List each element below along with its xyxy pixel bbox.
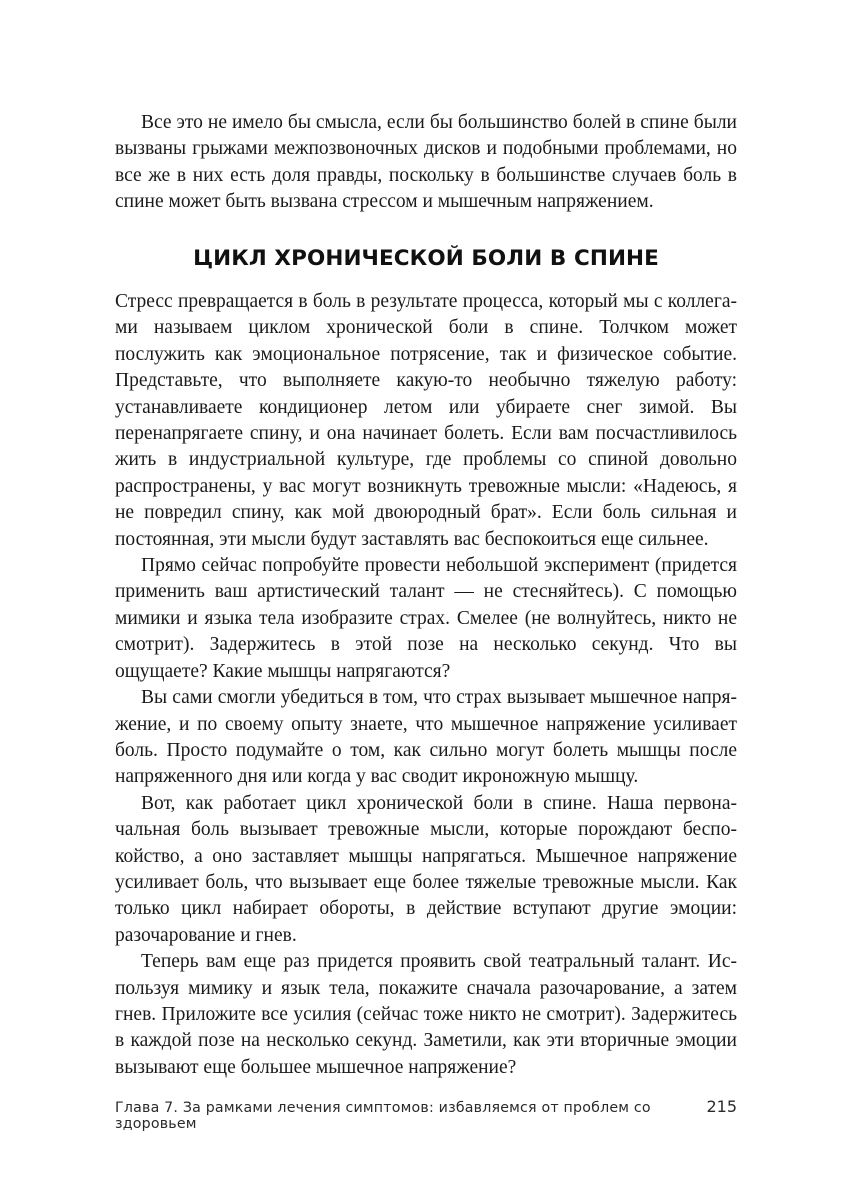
paragraph: Вы сами смогли убедиться в том, что страх вызывает мышечное напряжение, и по своему опыту знаете, что мышечное напряжение усиливает боль. Просто подумайте о том, как сильно могут болеть мышцы после напряженного дня или когда у вас сводит икроножную мышцу. (115, 687, 737, 788)
paragraph: Теперь вам еще раз придется проявить свой театральный талант. Используя мимику и язык тела, покажите сначала разочарование, а затем гнев. Приложите все усилия (сейчас тоже никто не смотрит). Задержитесь в каждой позе на несколько секунд. Заметили, как эти вторичные эмоции вызывают еще большее мышечное напряжение? (115, 951, 737, 1078)
paragraph: Прямо сейчас попробуйте провести небольшой эксперимент (придется применить ваш артистический талант — не стесняйтесь). С помощью мимики и языка тела изобразите страх. Смелее (не волнуйтесь, никто не смотрит). Задержитесь в этой позе на несколько секунд. Что вы ощущаете? Какие мышцы напрягаются? (115, 555, 737, 682)
paragraph: Вот, как работает цикл хронической боли в спине. Наша первоначальная боль вызывает тревожные мысли, которые порождают беспокойство, а оно заставляет мышцы напрягаться. Мышечное напряжение усиливает боль, что вызывает еще более тяжелые тревожные мысли. Как только цикл набирает обороты, в действие вступают другие эмоции: разочарование и гнев. (115, 792, 737, 946)
page-number: 215 (706, 1097, 737, 1116)
body-text (115, 289, 737, 1081)
section-heading: ЦИКЛ ХРОНИЧЕСКОЙ БОЛИ В СПИНЕ (193, 246, 659, 271)
intro-paragraph: Все это не имело бы смысла, если бы большинство болей в спине были вызваны грыжами межпозвоночных дисков и подобными проблемами, но все же в них есть доля правды, поскольку в большинстве случаев боль в спине может быть вызвана стрессом и мышечным напряжением. (115, 112, 737, 213)
page-footer (115, 1097, 737, 1132)
intro-text (115, 110, 737, 216)
paragraph: Стресс превращается в боль в результате процесса, который мы с коллегами называем циклом хронической боли в спине. Толчком может послужить как эмоциональное потрясение, так и физическое событие. Представьте, что выполняете какую-то необычно тяжелую работу: устанавливаете кондиционер летом или убираете снег зимой. Вы перенапрягаете спину, и она начинает болеть. Если вам посчастливилось жить в индустриальной культуре, где проблемы со спиной довольно распространены, у вас могут возникнуть тревожные мысли: «Надеюсь, я не повредил спину, как мой двоюродный брат». Если боль сильная и постоянная, эти мысли будут заставлять вас беспокоиться еще сильнее. (115, 291, 737, 550)
running-title: Глава 7. За рамками лечения симптомов: избавляемся от проблем со здоровьем (115, 1100, 651, 1132)
